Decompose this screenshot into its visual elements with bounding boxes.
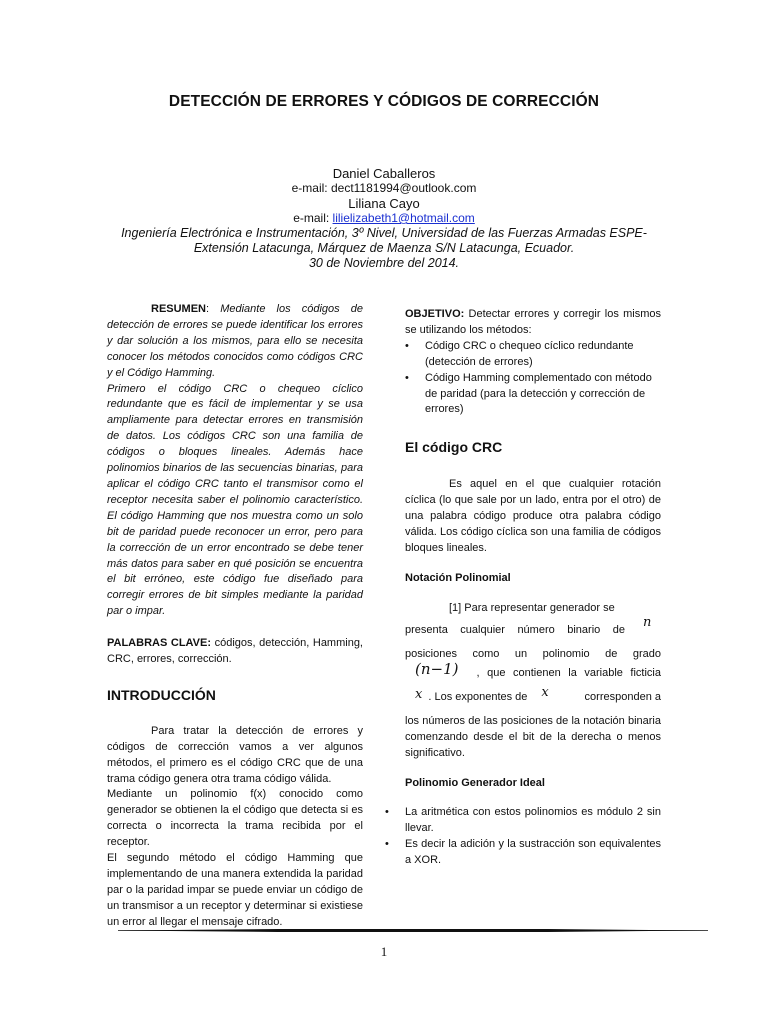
notacion-line-2: presenta cualquier número binario de n bbox=[405, 614, 652, 636]
intro-paragraph-2: Mediante un polinomio f(x) conocido como generador se obtienen la el código que detecta si es correcta o incorrecta la trama recibida por el receptor. bbox=[107, 788, 363, 849]
intro-paragraph-1: Para tratar la detección de errores y códigos de corrección vamos a ver algunos métodos, el primero es el código CRC que de una trama código genera otra trama código válida. bbox=[107, 724, 363, 785]
author-block bbox=[100, 166, 668, 271]
objective-paragraph: OBJETIVO: Detectar errores y corregir los mismos se utilizando los métodos: bbox=[405, 308, 661, 336]
generador-list bbox=[385, 805, 661, 869]
page-number: 1 bbox=[380, 944, 388, 959]
objective-list bbox=[405, 339, 661, 419]
author-email-2: e-mail: lilielizabeth1@hotmail.com bbox=[293, 211, 475, 225]
affiliation-line-1: Ingeniería Electrónica e Instrumentación, 3º Nivel, Universidad de las Fuerzas Armadas ESPE- bbox=[121, 226, 647, 240]
keywords-paragraph bbox=[107, 636, 363, 668]
abstract-paragraph: RESUMEN: Mediante los códigos de detección de errores se puede identificar los errores y dar solución a los mismos, para ello se necesita conocer los métodos conocidos como códigos CRC y el Código Hamming. bbox=[107, 303, 363, 379]
notacion-line-3: posiciones como un polinomio de grado bbox=[405, 647, 661, 660]
notacion-line-1: [1] Para representar generador se bbox=[449, 601, 615, 614]
author-email-1: e-mail: dect1181994@outlook.com bbox=[291, 181, 477, 195]
email-1: dect1181994@outlook.com bbox=[330, 181, 477, 195]
math-x: x bbox=[541, 685, 549, 701]
intro-heading: INTRODUCCIÓN bbox=[107, 686, 216, 703]
notacion-line-6: los números de las posiciones de la notación binaria comenzando desde el bit de la derecha o menos significativo. bbox=[405, 715, 661, 760]
abstract-text-2: Primero el código CRC o chequeo cíclico redundante que es fácil de implementar y se usa ampliamente para detectar errores en transmisión de datos. Los códigos CRC son una familia de códigos o bloques lineales. Además hace polinomios binarios de las secuencias binarias, para aplicar el código CRC tanto el transmisor como el receptor necesita saber el polinomio característico. El código Hamming que nos muestra como un solo bit de paridad puede reconocer un error, pero para la corrección de un error encontrado se debe tener más datos para saber en qué posición se encuentra el bit erróneo, este código fue diseñado para corregir errores de bit simples mediante la paridad par o impar. bbox=[107, 382, 363, 618]
left-column bbox=[107, 302, 363, 931]
abstract-text-1: Mediante los códigos de detección de errores se puede identificar los errores y dar solución a los mismos, para ello se necesita conocer los métodos conocidos como códigos CRC y el Código Hamming. bbox=[107, 303, 363, 379]
list-item: • Código CRC o chequeo cíclico redundante (detección de errores) bbox=[405, 339, 661, 371]
keywords-label: PALABRAS CLAVE: bbox=[107, 637, 212, 650]
math-x: x bbox=[415, 687, 423, 703]
math-n: n bbox=[643, 614, 652, 630]
paper-date: 30 de Noviembre del 2014. bbox=[308, 256, 460, 270]
crc-paragraph: Es aquel en el que cualquier rotación cíclica (lo que sale por un lado, entra por el otro) de una palabra código produce otra palabra código válida. Los código cíclica son una familia de códigos bloques lineales. bbox=[405, 478, 661, 554]
keywords-text: códigos, detección, Hamming, CRC, errores, corrección. bbox=[107, 637, 363, 666]
crc-heading: El código CRC bbox=[405, 439, 503, 456]
notacion-line-4: (n−1) , que contienen la variable ficticia bbox=[415, 660, 661, 680]
email-link-2[interactable]: lilielizabeth1@hotmail.com bbox=[332, 211, 475, 225]
list-item: • Código Hamming complementado con método de paridad (para la detección y corrección de errores) bbox=[405, 371, 661, 419]
notacion-heading: Notación Polinomial bbox=[405, 571, 511, 584]
list-item: • Es decir la adición y la sustracción son equivalentes a XOR. bbox=[385, 837, 661, 869]
right-column bbox=[405, 307, 661, 868]
math-n-minus-1: (n−1) bbox=[415, 660, 459, 679]
paper-title: DETECCIÓN DE ERRORES Y CÓDIGOS DE CORRECCIÓN bbox=[168, 93, 600, 110]
list-item: • La aritmética con estos polinomios es módulo 2 sin llevar. bbox=[385, 805, 661, 837]
abstract-label: RESUMEN bbox=[151, 303, 207, 315]
affiliation-line-2: Extensión Latacunga, Márquez de Maenza S/N Latacunga, Ecuador. bbox=[193, 241, 575, 255]
notacion-line-5: x . Los exponentes de x corresponden a bbox=[415, 685, 661, 704]
generador-heading: Polinomio Generador Ideal bbox=[405, 776, 545, 789]
objective-label: OBJETIVO: bbox=[405, 308, 465, 320]
footer-rule bbox=[118, 928, 708, 933]
author-name-2: Liliana Cayo bbox=[348, 196, 420, 211]
intro-paragraph-3: El segundo método el código Hamming que implementando de una manera extendida la paridad par o la paridad impar se puede enviar un código de un transmisor a un receptor y determinar si existiese un error al llegar el mensaje cifrado. bbox=[107, 852, 363, 928]
notacion-block bbox=[405, 601, 661, 762]
author-name-1: Daniel Caballeros bbox=[332, 166, 436, 181]
